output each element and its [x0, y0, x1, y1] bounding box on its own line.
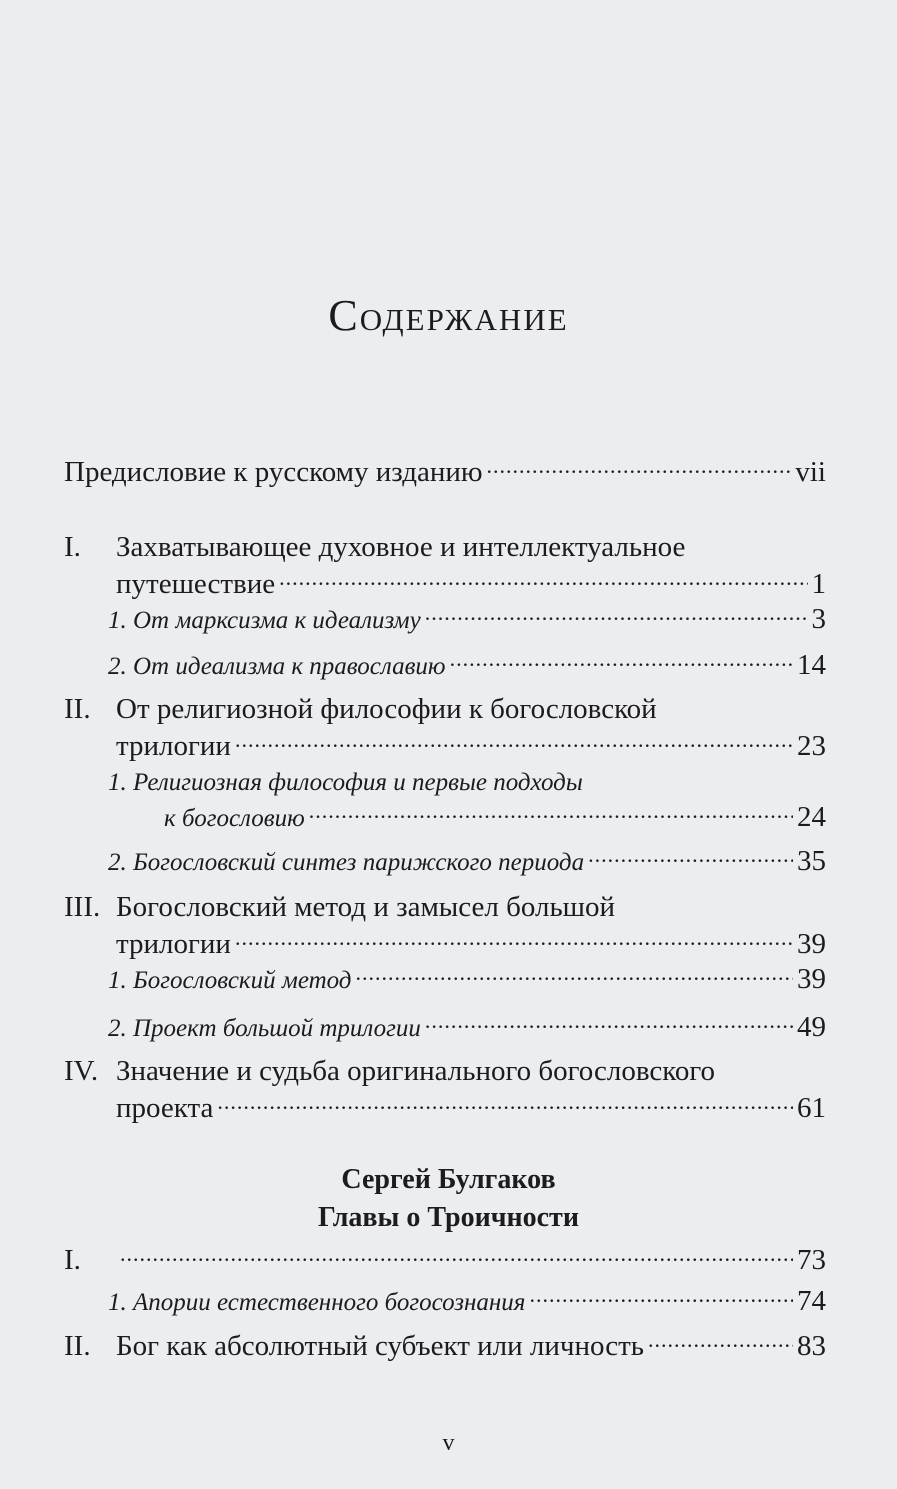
toc-entry-label: Предисловие к русскому изданию — [64, 456, 483, 488]
toc-entry-label: 1. Богословский метод — [108, 967, 352, 994]
toc-entry-label-continued: путешествие — [116, 568, 276, 600]
toc-entry-label: От религиозной философии к богословской — [116, 693, 657, 725]
dot-leader — [279, 564, 807, 593]
toc-page-number: 61 — [797, 1092, 826, 1124]
chapter-number: IV. — [64, 1055, 99, 1087]
toc-page-number: 74 — [797, 1285, 826, 1317]
toc-section-3-2[interactable] — [64, 1010, 826, 1046]
toc-entry-label: 2. От идеализма к православию — [108, 653, 446, 680]
toc-entry-label-continued: трилогии — [116, 928, 231, 960]
toc-chapter-1[interactable] — [64, 530, 826, 601]
dot-leader — [120, 1240, 793, 1269]
toc-part2-chapter-1[interactable] — [64, 1240, 826, 1277]
dot-leader — [588, 845, 793, 870]
toc-page-number: 49 — [797, 1011, 826, 1043]
dot-leader — [450, 649, 793, 674]
chapter-number: III. — [64, 891, 101, 923]
toc-entry-label: 2. Проект большой трилогии — [108, 1015, 421, 1042]
toc-entry-label: Захватывающее духовное и интеллектуальное — [116, 531, 686, 563]
toc-page-number: 14 — [797, 649, 826, 681]
toc-section-1-2[interactable] — [64, 648, 826, 684]
toc-section-2-2[interactable] — [64, 844, 826, 880]
toc-chapter-3[interactable] — [64, 890, 826, 961]
dot-leader — [355, 963, 793, 988]
toc-entry-label-continued: проекта — [116, 1092, 214, 1124]
toc-section-1-1[interactable] — [64, 602, 826, 638]
chapter-number: II. — [64, 693, 91, 725]
toc-page-number: 73 — [797, 1244, 826, 1276]
dot-leader — [309, 801, 793, 826]
toc-page-number: 83 — [797, 1330, 826, 1362]
toc-page-number: 3 — [811, 603, 826, 635]
toc-page-number: 1 — [811, 568, 826, 600]
chapter-number: I. — [64, 1244, 81, 1276]
section-title: Главы о Троичности — [318, 1202, 579, 1233]
toc-entry-label: 1. Апории естественного богосознания — [108, 1289, 526, 1316]
dot-leader — [217, 1088, 793, 1117]
toc-entry-preface[interactable] — [64, 452, 826, 489]
dot-leader — [235, 924, 793, 953]
toc-entry-label: 1. Религиозная философия и первые подходы — [108, 769, 583, 796]
page-title: Содержание — [328, 291, 569, 340]
dot-leader — [487, 452, 792, 481]
toc-chapter-2[interactable] — [64, 692, 826, 763]
toc-section-3-1[interactable] — [64, 962, 826, 998]
dot-leader — [425, 1011, 793, 1036]
dot-leader — [529, 1285, 793, 1310]
toc-section-2-1[interactable] — [64, 766, 826, 836]
page-folio: v — [442, 1430, 455, 1456]
dot-leader — [425, 603, 808, 628]
toc-page-number: 23 — [797, 730, 826, 762]
toc-entry-label-continued: трилогии — [116, 730, 231, 762]
dot-leader — [235, 726, 793, 755]
toc-page-number: 35 — [797, 845, 826, 877]
toc-page-number: 24 — [797, 801, 826, 833]
section-author: Сергей Булгаков — [341, 1164, 556, 1195]
chapter-number: I. — [64, 531, 81, 563]
toc-part2-section-1-1[interactable] — [64, 1284, 826, 1320]
toc-entry-label: 2. Богословский синтез парижского периода — [108, 849, 585, 876]
dot-leader — [648, 1326, 793, 1355]
toc-page-number: 39 — [797, 963, 826, 995]
toc-entry-label: Богословский метод и замысел большой — [116, 891, 616, 923]
toc-entry-label: 1. От марксизма к идеализму — [108, 607, 421, 634]
toc-entry-label-continued: к богословию — [164, 805, 305, 832]
toc-entry-label: Значение и судьба оригинального богословского — [116, 1055, 716, 1087]
toc-page-number: vii — [795, 456, 826, 488]
toc-part2-chapter-2[interactable] — [64, 1326, 826, 1363]
chapter-number: II. — [64, 1330, 91, 1362]
toc-entry-label: Бог как абсолютный субъект или личность — [116, 1330, 644, 1362]
toc-chapter-4[interactable] — [64, 1054, 826, 1125]
toc-page-number: 39 — [797, 928, 826, 960]
